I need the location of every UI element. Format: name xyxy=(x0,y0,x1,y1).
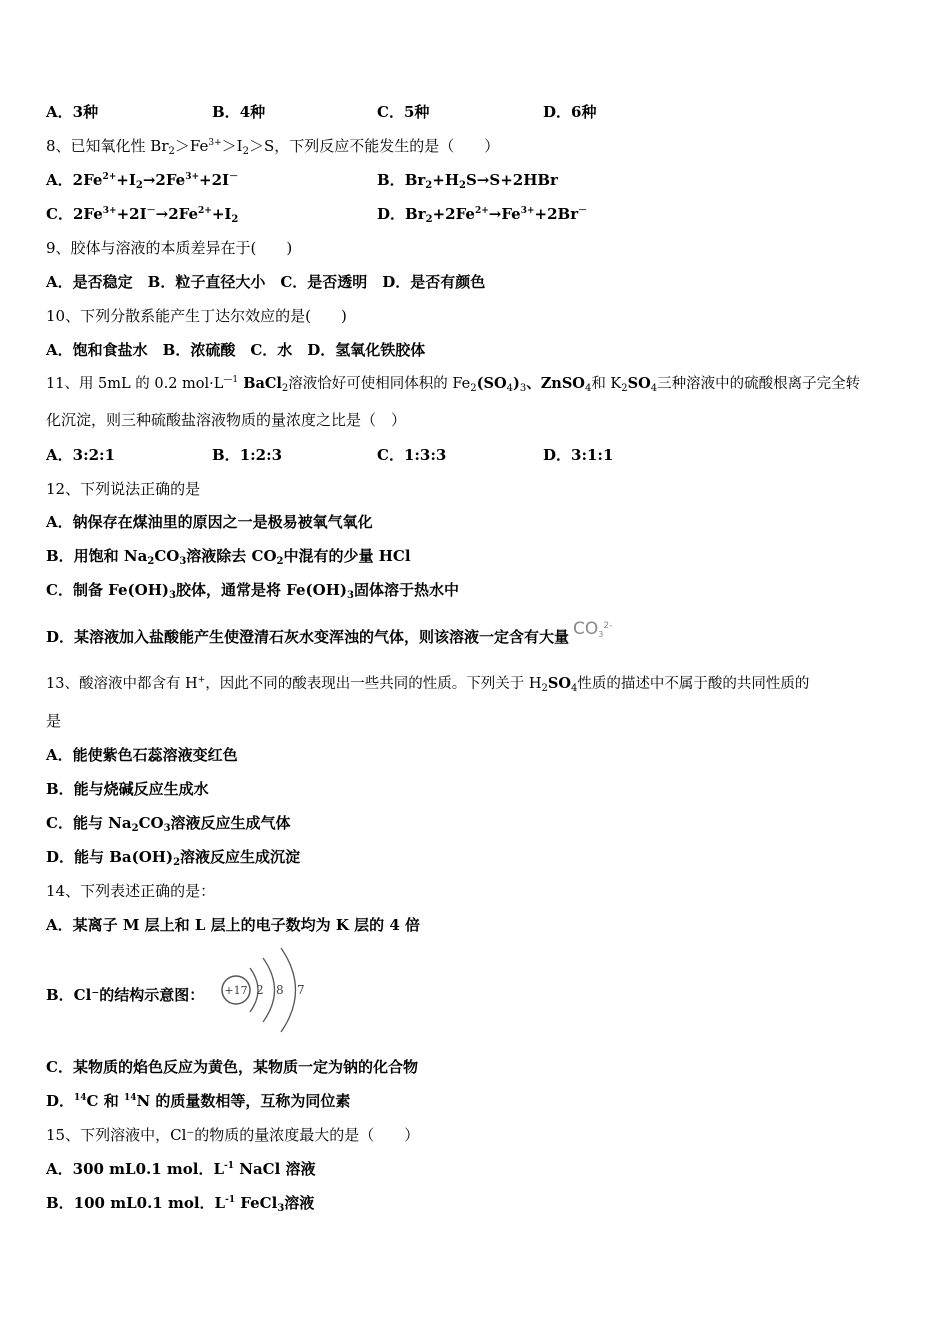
q13-stem-line2: 是 xyxy=(46,712,62,730)
q11-stem-line1: 11、用 5mL 的 0.2 $mol\cdot L^{—1}$ BaCl$_2$溶液恰好可使相同体积的 $Fe_2(SO_4)_3$、ZnSO$_4$和 $K_2SO_4$三种溶液中的硫酸根离子完全转 xyxy=(46,375,861,394)
q12-option-b: B．用饱和 $Na_2CO_3$溶液除去 $CO_2$中混有的少量 HCl xyxy=(46,547,411,567)
q12-option-d: D．某溶液加入盐酸能产生使澄清石灰水变浑浊的气体，则该溶液一定含有大量 $CO_3^{2-}$ xyxy=(46,619,613,646)
q8-option-c: C．$2Fe^{3+}+2I^-\to 2Fe^{2+}+I_2$ xyxy=(46,205,239,225)
shell-electrons-3: 7 xyxy=(297,983,305,997)
q12-stem: 12、下列说法正确的是 xyxy=(46,480,201,498)
q14-option-d: D．$^{14}$C 和 $^{14}$N 的质量数相等，互称为同位素 xyxy=(46,1092,351,1110)
q12-option-c: C．制备 $Fe(OH)_3$胶体，通常是将 $Fe(OH)_3$固体溶于热水中 xyxy=(46,581,459,601)
q14-stem: 14、下列表述正确的是： xyxy=(46,882,216,900)
q13-option-a: A．能使紫色石蕊溶液变红色 xyxy=(46,746,238,764)
q15-option-b: B．100 mL0.1 mol．$L^{-1}$ FeCl$_3$溶液 xyxy=(46,1194,315,1214)
q12-option-a: A．钠保存在煤油里的原因之一是极易被氧气氧化 xyxy=(46,513,373,531)
q13-option-b: B．能与烧碱反应生成水 xyxy=(46,780,209,798)
q13-option-c: C．能与 $Na_2CO_3$溶液反应生成气体 xyxy=(46,814,291,834)
q8-stem: 8、已知氧化性 $Br_2>Fe^{3+}>I_2>S$，下列反应不能发生的是（ ） xyxy=(46,137,500,157)
q10-stem: 10、下列分散系能产生丁达尔效应的是( ) xyxy=(46,307,347,325)
q14-option-a: A．某离子 M 层上和 L 层上的电子数均为 K 层的 4 倍 xyxy=(46,916,421,934)
nucleus-charge: +17 xyxy=(224,984,248,997)
q9-stem: 9、胶体与溶液的本质差异在于( ) xyxy=(46,239,293,257)
carbonate-ion-formula: $CO_3^{2-}$ xyxy=(573,619,613,639)
q11-option-c: C．1:3:3 xyxy=(377,446,447,464)
q10-options: A．饱和食盐水 B．浓硫酸 C．水 D．氢氧化铁胶体 xyxy=(46,341,426,359)
q15-option-a: A．300 mL0.1 mol．$L^{-1}$ NaCl 溶液 xyxy=(46,1160,316,1178)
q13-stem-line1: 13、酸溶液中都含有 H+，因此不同的酸表现出一些共同的性质。下列关于 $H_2SO_4$性质的描述中不属于酸的共同性质的 xyxy=(46,675,810,694)
q7-option-b: B．4种 xyxy=(212,103,266,121)
q11-option-b: B．1:2:3 xyxy=(212,446,283,464)
q11-stem-line2: 化沉淀，则三种硫酸盐溶液物质的量浓度之比是（ ） xyxy=(46,411,407,429)
chloride-ion-structure-diagram xyxy=(218,946,318,1036)
q11-option-a: A．3:2:1 xyxy=(46,446,116,464)
q11-option-d: D．3:1:1 xyxy=(543,446,614,464)
q7-option-a: A．3种 xyxy=(46,103,99,121)
shell-electrons-1: 2 xyxy=(256,983,264,997)
q8-option-b: B．$Br_2+H_2S\to S+2HBr$ xyxy=(377,171,558,191)
q13-option-d: D．能与 $Ba(OH)_2$溶液反应生成沉淀 xyxy=(46,848,301,868)
shell-electrons-2: 8 xyxy=(276,983,284,997)
q8-option-d: D．$Br_2+2Fe^{2+}\to Fe^{3+}+2Br^-$ xyxy=(377,205,588,225)
shell-arc-2 xyxy=(263,958,275,1022)
q15-stem: 15、下列溶液中，Cl⁻的物质的量浓度最大的是（ ） xyxy=(46,1126,420,1144)
q7-option-c: C．5种 xyxy=(377,103,430,121)
q14-option-c: C．某物质的焰色反应为黄色，某物质一定为钠的化合物 xyxy=(46,1058,418,1076)
q9-options: A．是否稳定 B．粒子直径大小 C．是否透明 D．是否有颜色 xyxy=(46,273,486,291)
q8-option-a: A．$2Fe^{2+}+I_2\to 2Fe^{3+}+2I^-$ xyxy=(46,171,239,191)
q14-option-b: B．Cl⁻的结构示意图： xyxy=(46,986,205,1004)
q7-option-d: D．6种 xyxy=(543,103,597,121)
